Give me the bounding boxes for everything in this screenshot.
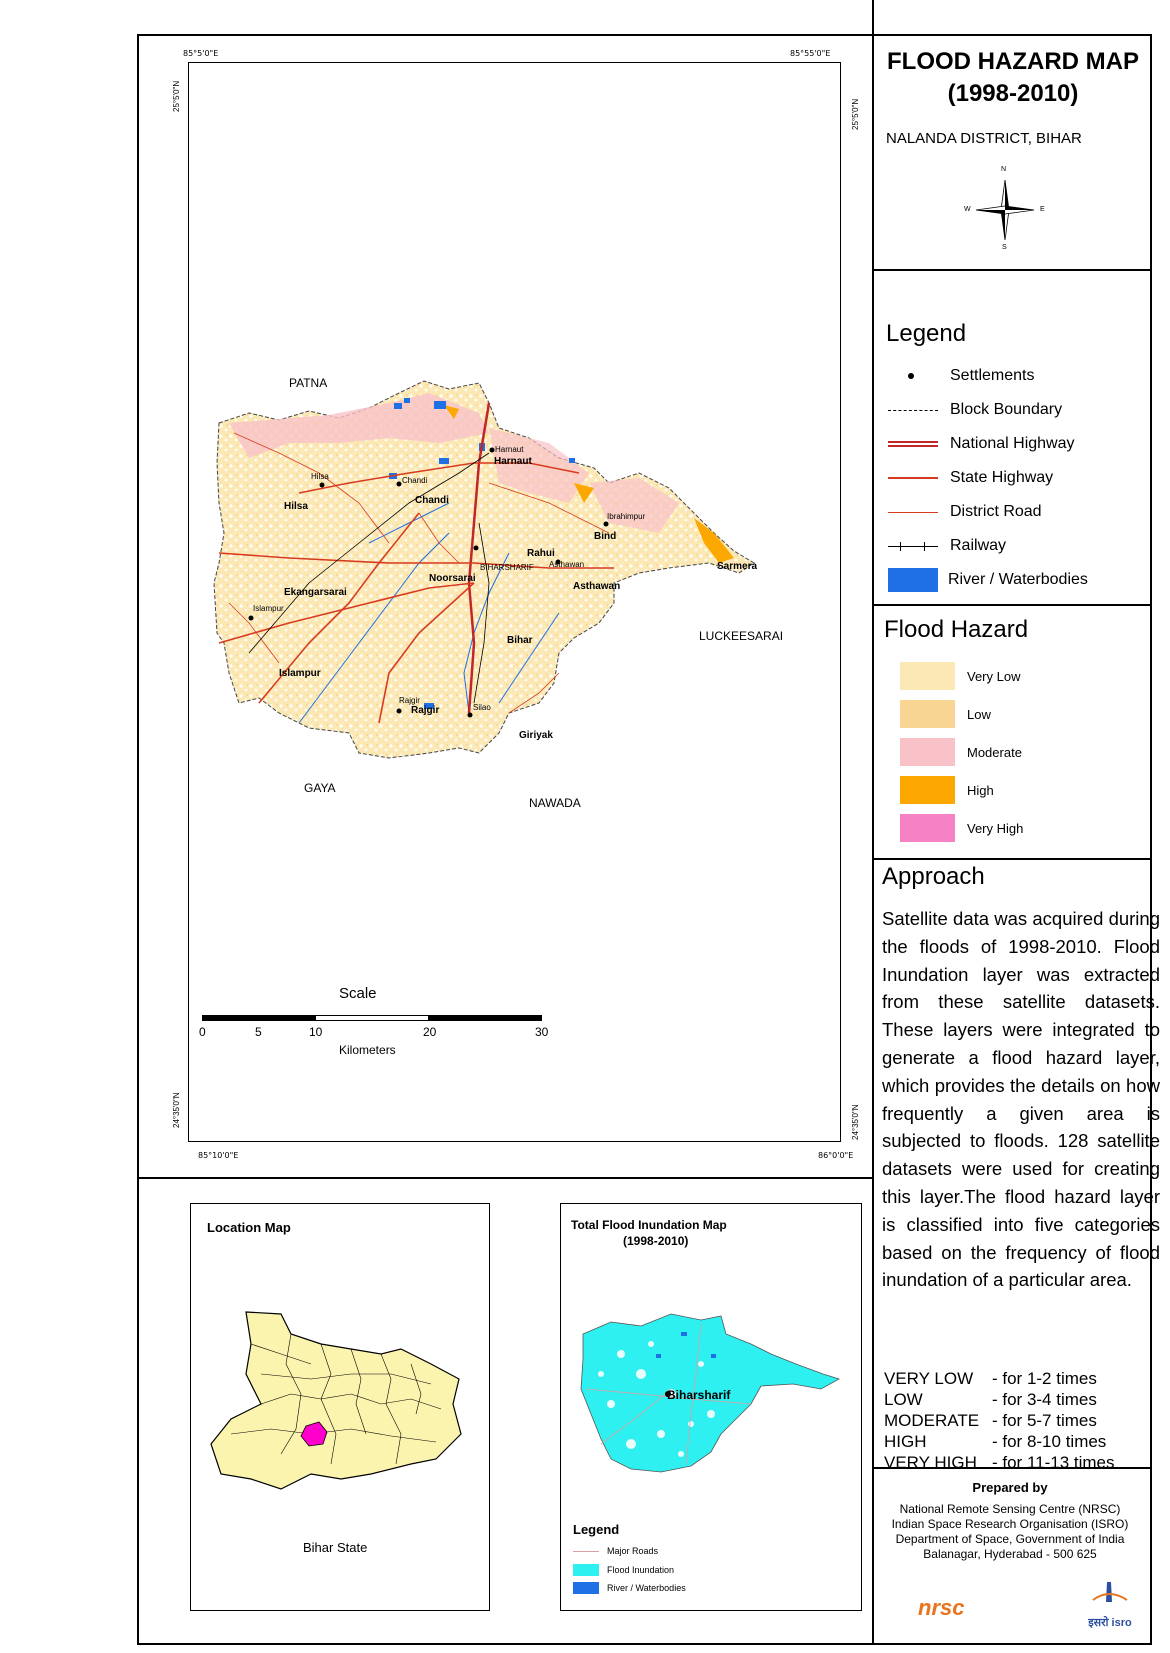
block-label-rajgir: Rajgir — [411, 705, 440, 716]
legend-label: National Highway — [950, 435, 1075, 452]
block-label-hilsa: Hilsa — [284, 501, 308, 512]
coord-right-top: 25°5'0"N — [851, 98, 860, 130]
compass-icon — [960, 168, 1050, 252]
settlement-label-harnaut: Harnaut — [495, 445, 524, 454]
top-right-vertical-rule — [872, 0, 874, 36]
neighbor-luckeesarai: LUCKEESARAI — [699, 629, 784, 643]
legend-row-river — [888, 567, 1088, 593]
category-row — [884, 1431, 1115, 1452]
block-label-noorsarai: Noorsarai — [429, 573, 476, 584]
coord-bottom-left: 85°10'0"E — [198, 1151, 239, 1160]
coord-left-top: 25°5'0"N — [172, 80, 181, 112]
settlement-dot-icon — [888, 366, 940, 386]
legend-row-national-highway — [888, 431, 1075, 457]
hazard-divider — [872, 858, 1152, 860]
category-name: MODERATE — [884, 1411, 980, 1430]
inundation-map-inset — [560, 1203, 862, 1611]
isro-logo — [1075, 1580, 1145, 1630]
inundation-legend-row-roads — [573, 1546, 658, 1556]
block-label-rahui: Rahui — [527, 548, 555, 559]
settlement-label-islampur: Islampur — [253, 604, 284, 613]
block-label-chandi: Chandi — [415, 495, 449, 506]
hazard-class-very-low — [900, 662, 1020, 690]
approach-text: Satellite data was acquired during the floods of 1998-2010. Flood Inundation layer was extracted from these satellite datasets. These layers were integrated to generate a flood hazard layer, which provides the details on how frequently a given area is subjected to floods. 128 satellite datasets were used for creating this layer.The flood hazard layer is classified into five categories based on the frequency of flood inundation of a particular area. — [882, 908, 1160, 1291]
settlement-label-biharsharif: BIHARSHARIF — [480, 563, 534, 572]
legend-row-block-boundary — [888, 397, 1062, 423]
hazard-label: Low — [967, 706, 991, 722]
scale-tick-20: 20 — [423, 1025, 437, 1039]
scale-unit: Kilometers — [339, 1043, 396, 1057]
category-desc: - for 1-2 times — [992, 1369, 1097, 1388]
settlement-label-ibrahimpur: Ibrahimpur — [607, 512, 646, 521]
category-row — [884, 1368, 1115, 1389]
legend-divider — [872, 604, 1152, 606]
category-table — [884, 1368, 1115, 1473]
legend-label: Railway — [950, 537, 1007, 554]
district-road-line-icon — [888, 502, 940, 522]
river-waterbodies-swatch-icon — [573, 1582, 599, 1594]
legend-label: River / Waterbodies — [948, 571, 1088, 588]
hazard-label: High — [967, 782, 994, 798]
neighbor-gaya: GAYA — [304, 781, 336, 795]
block-label-giriyak: Giriyak — [519, 730, 553, 741]
category-row — [884, 1452, 1115, 1473]
block-label-islampur: Islampur — [279, 668, 321, 679]
legend-label: Block Boundary — [950, 401, 1063, 418]
category-desc: - for 8-10 times — [992, 1432, 1107, 1451]
legend-row-state-highway — [888, 465, 1053, 491]
category-name: VERY HIGH — [884, 1453, 977, 1472]
category-name: LOW — [884, 1390, 923, 1409]
main-map — [188, 62, 841, 1142]
map-period: (1998-2010) — [947, 80, 1079, 107]
legend-label: State Highway — [950, 469, 1054, 486]
coord-left-bottom: 24°35'0"N — [172, 1092, 181, 1128]
prepared-line-2: Indian Space Research Organisation (ISRO) — [891, 1517, 1129, 1531]
coord-right-bottom: 24°35'0"N — [851, 1104, 860, 1140]
flood-hazard-title: Flood Hazard — [884, 616, 1029, 643]
inset-divider — [137, 1177, 873, 1179]
east-label: E — [1040, 206, 1045, 213]
hazard-swatch — [900, 814, 955, 842]
prepared-line-3: Department of Space, Government of India — [895, 1532, 1125, 1546]
settlement-label-silao: Silao — [473, 703, 491, 712]
legend-label: Settlements — [950, 367, 1035, 384]
block-label-sarmera: Sarmera — [717, 561, 758, 572]
block-label-bihar: Bihar — [507, 635, 533, 646]
category-name: VERY LOW — [884, 1369, 974, 1388]
isro-rocket-icon — [1075, 1580, 1145, 1610]
north-label: N — [1001, 166, 1007, 173]
prepared-line-4: Balanagar, Hyderabad - 500 625 — [923, 1547, 1097, 1561]
legend-row-settlements — [888, 363, 1034, 389]
category-desc: - for 5-7 times — [992, 1411, 1097, 1430]
settlement-label-asthawan: Asthawan — [549, 560, 585, 569]
legend-row-district-road — [888, 499, 1042, 525]
location-map-caption: Bihar State — [303, 1540, 368, 1555]
panel-divider — [872, 34, 874, 1645]
category-row — [884, 1389, 1115, 1410]
major-roads-line-icon — [573, 1551, 599, 1552]
block-label-bind: Bind — [594, 531, 617, 542]
hazard-swatch — [900, 776, 955, 804]
legend-label: District Road — [950, 503, 1042, 520]
category-name: HIGH — [884, 1432, 927, 1451]
inundation-legend-label: River / Waterbodies — [607, 1583, 686, 1593]
hazard-class-moderate — [900, 738, 1022, 766]
category-row — [884, 1410, 1115, 1431]
inundation-legend-row-river — [573, 1582, 686, 1594]
flood-inundation-swatch-icon — [573, 1564, 599, 1576]
scale-tick-30: 30 — [535, 1025, 549, 1039]
category-desc: - for 11-13 times — [992, 1453, 1115, 1472]
hazard-swatch — [900, 738, 955, 766]
south-label: S — [1002, 244, 1007, 251]
prepared-title: Prepared by — [972, 1480, 1048, 1495]
neighbor-patna: PATNA — [289, 376, 328, 390]
isro-logo-text: इसरो isro — [1088, 1617, 1132, 1629]
location-map-title: Location Map — [207, 1220, 291, 1235]
scale-tick-5: 5 — [255, 1025, 262, 1039]
hazard-swatch — [900, 662, 955, 690]
nrsc-logo: nrsc — [918, 1595, 965, 1620]
coord-bottom-right: 86°0'0"E — [818, 1151, 854, 1160]
hazard-class-low — [900, 700, 991, 728]
district-name: NALANDA DISTRICT, BIHAR — [886, 130, 1082, 147]
scale-bar — [202, 1015, 542, 1021]
hazard-label: Very Low — [967, 668, 1021, 684]
river-swatch-icon — [888, 568, 938, 592]
national-highway-line-icon — [888, 434, 940, 454]
scale-tick-10: 10 — [309, 1025, 323, 1039]
settlement-label-chandi: Chandi — [402, 476, 428, 485]
inundation-town-label: Biharsharif — [667, 1388, 731, 1402]
coord-top-right: 85°55'0"E — [790, 49, 831, 58]
hazard-swatch — [900, 700, 955, 728]
location-map-inset — [190, 1203, 490, 1611]
settlement-label-rajgir: Rajgir — [399, 696, 420, 705]
category-desc: - for 3-4 times — [992, 1390, 1097, 1409]
block-label-asthawan: Asthawan — [573, 581, 621, 592]
hazard-class-very-high — [900, 814, 1023, 842]
hazard-label: Very High — [967, 820, 1024, 836]
settlement-label-hilsa: Hilsa — [311, 472, 329, 481]
scale-tick-0: 0 — [199, 1025, 206, 1039]
title-divider — [872, 269, 1152, 271]
hazard-class-high — [900, 776, 994, 804]
state-highway-line-icon — [888, 468, 940, 488]
hazard-label: Moderate — [967, 744, 1022, 760]
block-boundary-line-icon — [888, 400, 940, 420]
railway-line-icon — [888, 536, 940, 556]
inundation-map-title: Total Flood Inundation Map — [571, 1218, 727, 1232]
coord-top-left: 85°5'0"E — [183, 49, 219, 58]
inundation-legend-row-flood — [573, 1564, 674, 1576]
prepared-line-1: National Remote Sensing Centre (NRSC) — [899, 1502, 1121, 1516]
inundation-map-period: (1998-2010) — [623, 1234, 689, 1248]
north-arrow — [960, 168, 1050, 252]
legend-title: Legend — [886, 320, 967, 347]
inundation-legend-label: Flood Inundation — [607, 1565, 675, 1575]
inundation-legend-label: Major Roads — [607, 1546, 659, 1556]
settlement-markers — [189, 63, 840, 1141]
west-label: W — [964, 206, 971, 213]
neighbor-nawada: NAWADA — [529, 796, 581, 810]
inundation-legend-title: Legend — [573, 1522, 620, 1537]
scale-title: Scale — [339, 985, 377, 1002]
block-label-harnaut: Harnaut — [494, 456, 532, 467]
block-label-ekangarsarai: Ekangarsarai — [284, 587, 347, 598]
legend-row-railway — [888, 533, 1006, 559]
approach-title: Approach — [882, 863, 985, 890]
map-title: FLOOD HAZARD MAP — [887, 48, 1139, 75]
